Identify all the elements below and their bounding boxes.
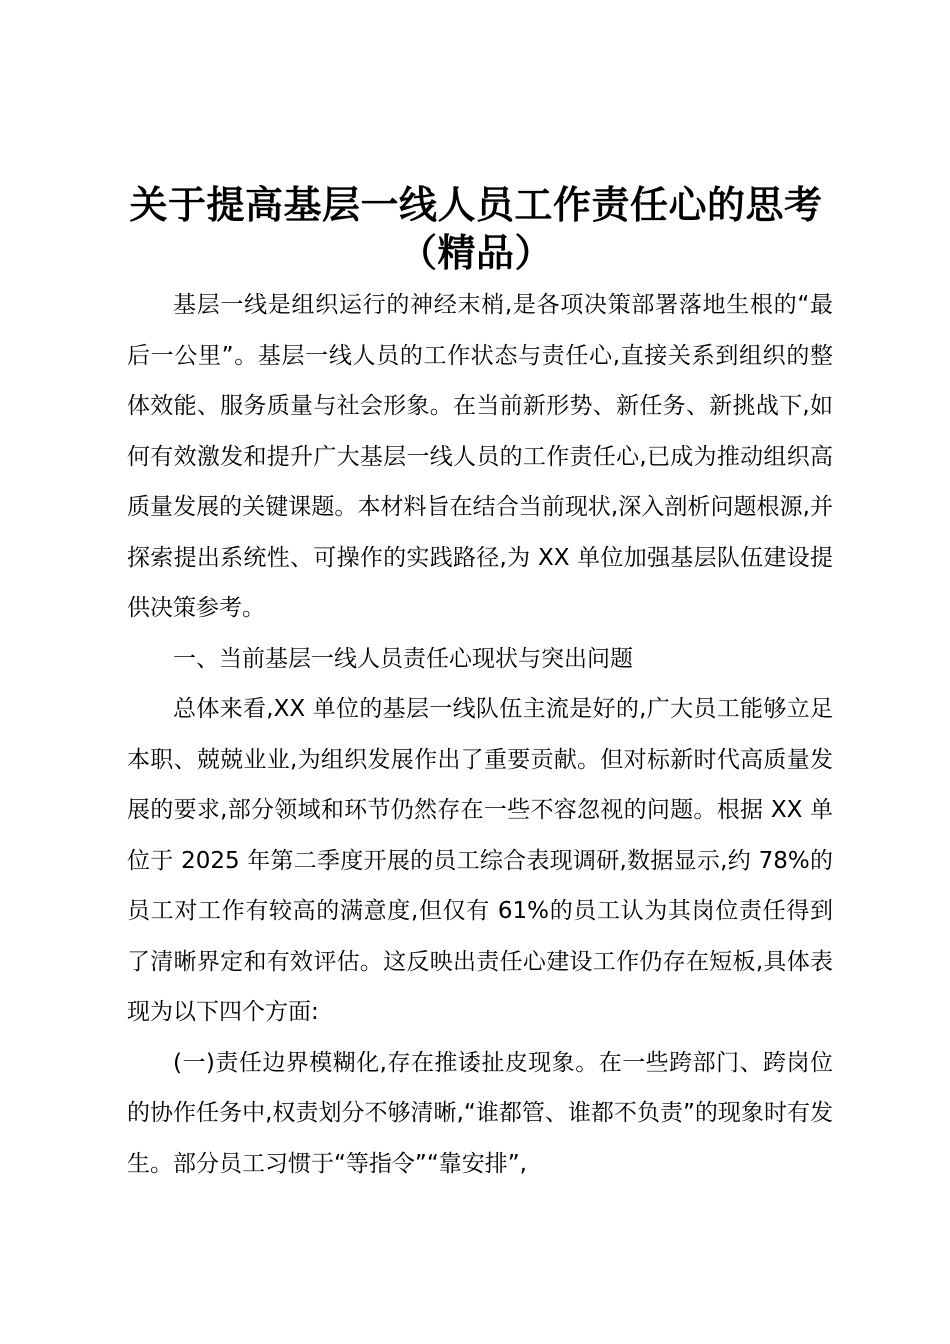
- document-title: 关于提高基层一线人员工作责任心的思考（精品）: [129, 182, 823, 275]
- intro-paragraph: 基层一线是组织运行的神经末梢,是各项决策部署落地生根的“最后一公里”。基层一线人员的工作状态与责任心,直接关系到组织的整体效能、服务质量与社会形象。在当前新形势、新任务、新挑战下,如何有效激发和提升广大基层一线人员的工作责任心,已成为推动组织高质量发展的关键课题。本材料旨在结合当前现状,深入剖析问题根源,并探索提出系统性、可操作的实践路径,为 XX 单位加强基层队伍建设提供决策参考。: [127, 292, 833, 621]
- section-heading: 一、当前基层一线人员责任心现状与突出问题: [173, 645, 633, 672]
- document-body: [127, 280, 833, 1189]
- body-paragraph: (一)责任边界模糊化,存在推诿扯皮现象。在一些跨部门、跨岗位的协作任务中,权责划分不够清晰,“谁都管、谁都不负责”的现象时有发生。部分员工习惯于“等指令”“靠安排”,: [127, 1049, 833, 1177]
- body-paragraph: 总体来看,XX 单位的基层一线队伍主流是好的,广大员工能够立足本职、兢兢业业,为组织发展作出了重要贡献。但对标新时代高质量发展的要求,部分领域和环节仍然存在一些不容忽视的问题。根据 XX 单位于 2025 年第二季度开展的员工综合表现调研,数据显示,约 78%的员工对工作有较高的满意度,但仅有 61%的员工认为其岗位责任得到了清晰界定和有效评估。这反映出责任心建设工作仍存在短板,具体表现为以下四个方面:: [127, 696, 833, 1025]
